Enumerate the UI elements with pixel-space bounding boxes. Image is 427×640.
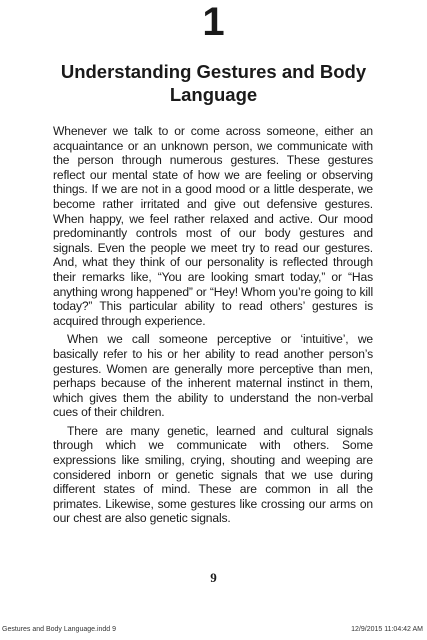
page-number: 9 <box>210 570 217 585</box>
paragraph-3: There are many genetic, learned and cultural signals through which we communicate with others. Some expressions like smiling, crying, shouting and weeping are considered inborn or genetic signals that we use during different states of mind. These are common in all the primates. Likewise, some gestures like crossing our arms on our chest are also genetic signals. <box>53 423 373 526</box>
paragraph-1: Whenever we talk to or come across someone, either an acquaintance or an unknown person, we communicate with the person through numerous gestures. These gestures reflect our mental state of how we are feeling or observing things. If we are not in a good mood or a little desperate, we become rather irritated and give out defensive gestures. When happy, we feel rather relaxed and active. Our mood predominantly controls most of our body gestures and signals. Even the people we meet try to read our gestures. And, what they think of our personality is reflected through their remarks like, “You are looking smart today,” or “Has anything wrong happened” or “Hey! Whom you’re going to kill today?” This particular ability to read others’ gestures is acquired through experience. <box>53 124 373 328</box>
footer-filename: Gestures and Body Language.indd 9 <box>2 626 117 633</box>
chapter-number: 1 <box>202 0 225 44</box>
chapter-title: Understanding Gestures and Body Language <box>60 61 367 105</box>
footer-timestamp: 12/9/2015 11:04:42 AM <box>351 626 423 633</box>
chapter-body <box>53 124 373 530</box>
paragraph-2: When we call someone perceptive or ‘intuitive’, we basically refer to his or her ability to read another person’s gestures. Women are generally more perceptive than men, perhaps because of the inherent maternal instinct in them, which gives them the ability to understand the non-verbal cues of their children. <box>53 332 373 420</box>
